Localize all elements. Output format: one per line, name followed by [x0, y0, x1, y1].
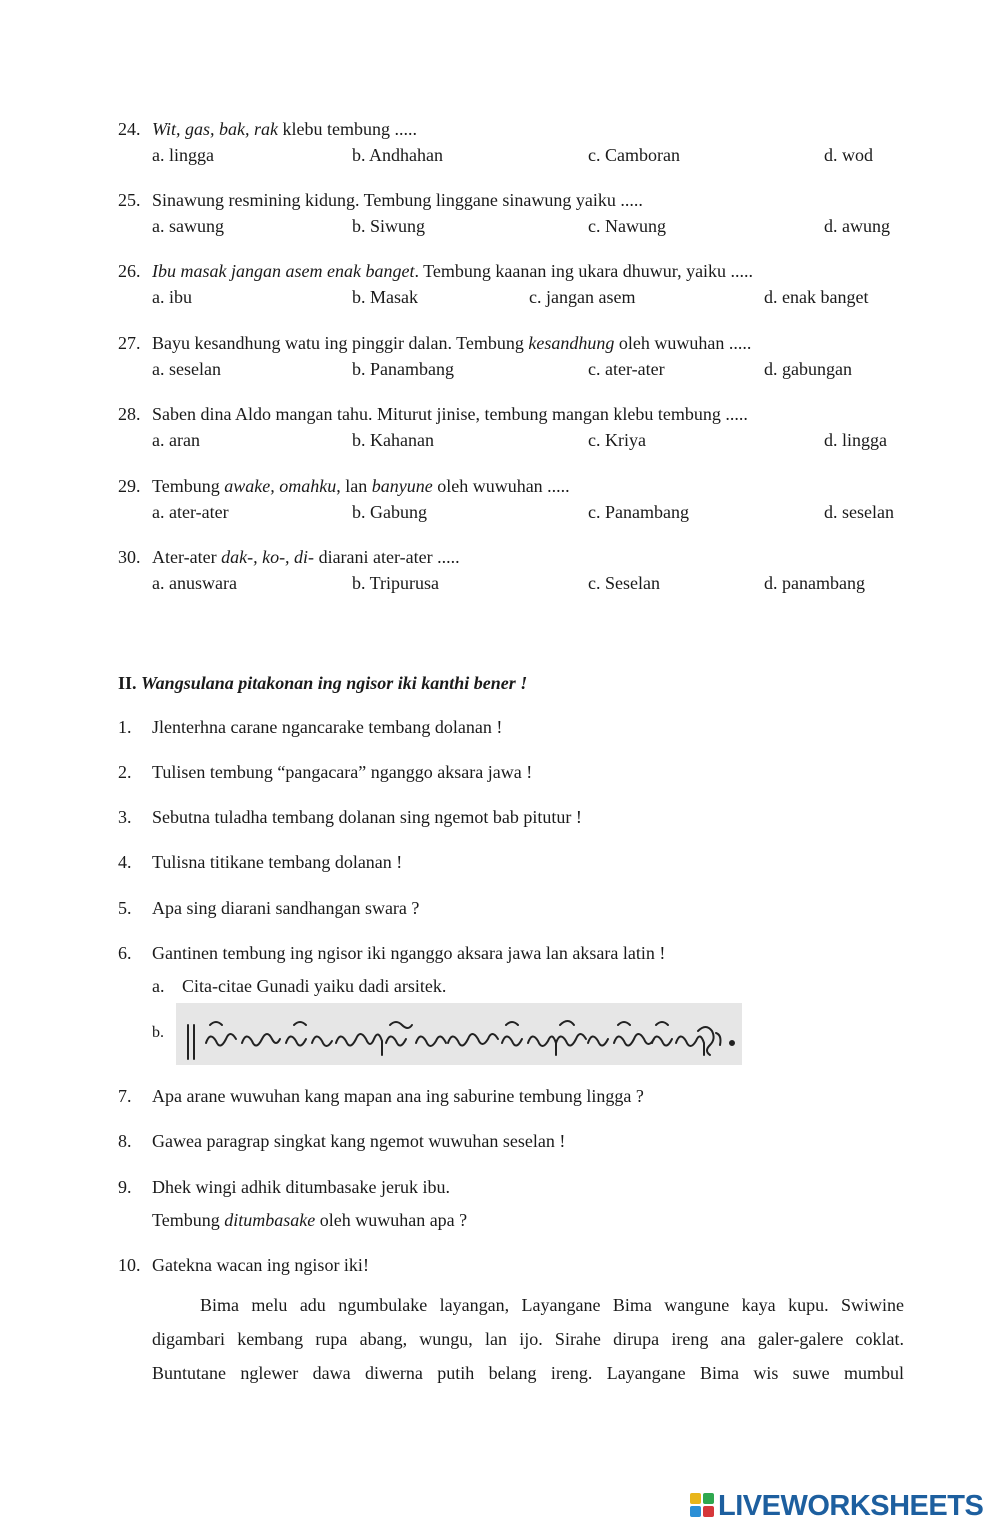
question-text: Ater-ater dak-, ko-, di- diarani ater-ater ..... [152, 547, 460, 567]
option-b[interactable]: b. Andhahan [352, 145, 443, 165]
option-a[interactable]: a. ibu [152, 287, 192, 307]
essay-number: 1. [118, 717, 132, 737]
reading-line: Buntutane nglewer dawa diwerna putih belang ireng. Layangane Bima wis suwe mumbul [152, 1363, 904, 1383]
question-text: Ibu masak jangan asem enak banget. Tembung kaanan ing ukara dhuwur, yaiku ..... [152, 261, 754, 281]
essay-number: 10. [118, 1255, 141, 1275]
essay-question: Apa sing diarani sandhangan swara ? [152, 898, 420, 918]
option-a[interactable]: a. sawung [152, 216, 224, 236]
option-d[interactable]: d. awung [824, 216, 890, 236]
question-text: Sinawung resmining kidung. Tembung linggane sinawung yaiku ..... [152, 190, 643, 210]
essay-number: 3. [118, 807, 132, 827]
reading-line: digambari kembang rupa abang, wungu, lan ijo. Sirahe dirupa ireng ana galer-galere coklat. [152, 1329, 904, 1349]
option-c[interactable]: c. Panambang [588, 502, 689, 522]
liveworksheets-logo [690, 1488, 983, 1524]
essay-question: Gantinen tembung ing ngisor iki nganggo aksara jawa lan aksara latin ! [152, 943, 666, 963]
option-b[interactable]: b. Panambang [352, 359, 454, 379]
option-d[interactable]: d. wod [824, 145, 873, 165]
javanese-script-image [176, 1003, 742, 1065]
option-d[interactable]: d. gabungan [764, 359, 852, 379]
option-c[interactable]: c. ater-ater [588, 359, 665, 379]
essay-question: Apa arane wuwuhan kang mapan ana ing saburine tembung lingga ? [152, 1086, 644, 1106]
option-c[interactable]: c. Nawung [588, 216, 666, 236]
option-b[interactable]: b. Siwung [352, 216, 426, 236]
option-d[interactable]: d. seselan [824, 502, 894, 522]
essay-question: Dhek wingi adhik ditumbasake jeruk ibu. [152, 1177, 450, 1197]
option-c[interactable]: c. Camboran [588, 145, 680, 165]
essay-number: 5. [118, 898, 132, 918]
q9-line2: Tembung ditumbasake oleh wuwuhan apa ? [152, 1210, 468, 1230]
essay-number: 7. [118, 1086, 132, 1106]
question-number: 29. [118, 476, 141, 496]
question-number: 30. [118, 547, 141, 567]
option-a[interactable]: a. ater-ater [152, 502, 229, 522]
question-text: Saben dina Aldo mangan tahu. Miturut jinise, tembung mangan klebu tembung ..... [152, 404, 748, 424]
essay-question: Tulisen tembung “pangacara” nganggo aksara jawa ! [152, 762, 533, 782]
question-number: 27. [118, 333, 141, 353]
question-number: 24. [118, 119, 141, 139]
essay-question: Gawea paragrap singkat kang ngemot wuwuhan seselan ! [152, 1131, 566, 1151]
option-b[interactable]: b. Gabung [352, 502, 427, 522]
option-c[interactable]: c. Seselan [588, 573, 660, 593]
option-c[interactable]: c. jangan asem [529, 287, 636, 307]
question-number: 28. [118, 404, 141, 424]
q6-a-label: a. [152, 976, 165, 996]
logo-text: LIVEWORKSHEETS [718, 1489, 984, 1522]
essay-question: Gatekna wacan ing ngisor iki! [152, 1255, 369, 1275]
essay-question: Sebutna tuladha tembang dolanan sing ngemot bab pitutur ! [152, 807, 582, 827]
option-c[interactable]: c. Kriya [588, 430, 646, 450]
option-a[interactable]: a. lingga [152, 145, 214, 165]
essay-question: Jlenterhna carane ngancarake tembang dolanan ! [152, 717, 503, 737]
question-text: Bayu kesandhung watu ing pinggir dalan. Tembung kesandhung oleh wuwuhan ..... [152, 333, 752, 353]
reading-line: Bima melu adu ngumbulake layangan, Layangane Bima wangune kaya kupu. Swiwine [200, 1295, 904, 1315]
essay-number: 2. [118, 762, 132, 782]
option-b[interactable]: b. Masak [352, 287, 418, 307]
option-d[interactable]: d. lingga [824, 430, 887, 450]
essay-number: 6. [118, 943, 132, 963]
reading-passage [152, 1288, 904, 1390]
option-d[interactable]: d. enak banget [764, 287, 869, 307]
question-number: 26. [118, 261, 141, 281]
question-number: 25. [118, 190, 141, 210]
logo-icon [690, 1493, 716, 1519]
option-a[interactable]: a. aran [152, 430, 200, 450]
option-b[interactable]: b. Tripurusa [352, 573, 440, 593]
question-text: Tembung awake, omahku, lan banyune oleh wuwuhan ..... [152, 476, 570, 496]
option-a[interactable]: a. seselan [152, 359, 221, 379]
question-text: Wit, gas, bak, rak klebu tembung ..... [152, 119, 417, 139]
q6-b-label: b. [152, 1024, 164, 1041]
option-d[interactable]: d. panambang [764, 573, 865, 593]
essay-number: 4. [118, 852, 132, 872]
q6-a-sentence: Cita-citae Gunadi yaiku dadi arsitek. [182, 976, 447, 996]
option-a[interactable]: a. anuswara [152, 573, 237, 593]
essay-question: Tulisna titikane tembang dolanan ! [152, 852, 403, 872]
option-b[interactable]: b. Kahanan [352, 430, 434, 450]
section-heading: II. Wangsulana pitakonan ing ngisor iki kanthi bener ! [118, 673, 528, 693]
essay-number: 9. [118, 1177, 132, 1197]
essay-number: 8. [118, 1131, 132, 1151]
